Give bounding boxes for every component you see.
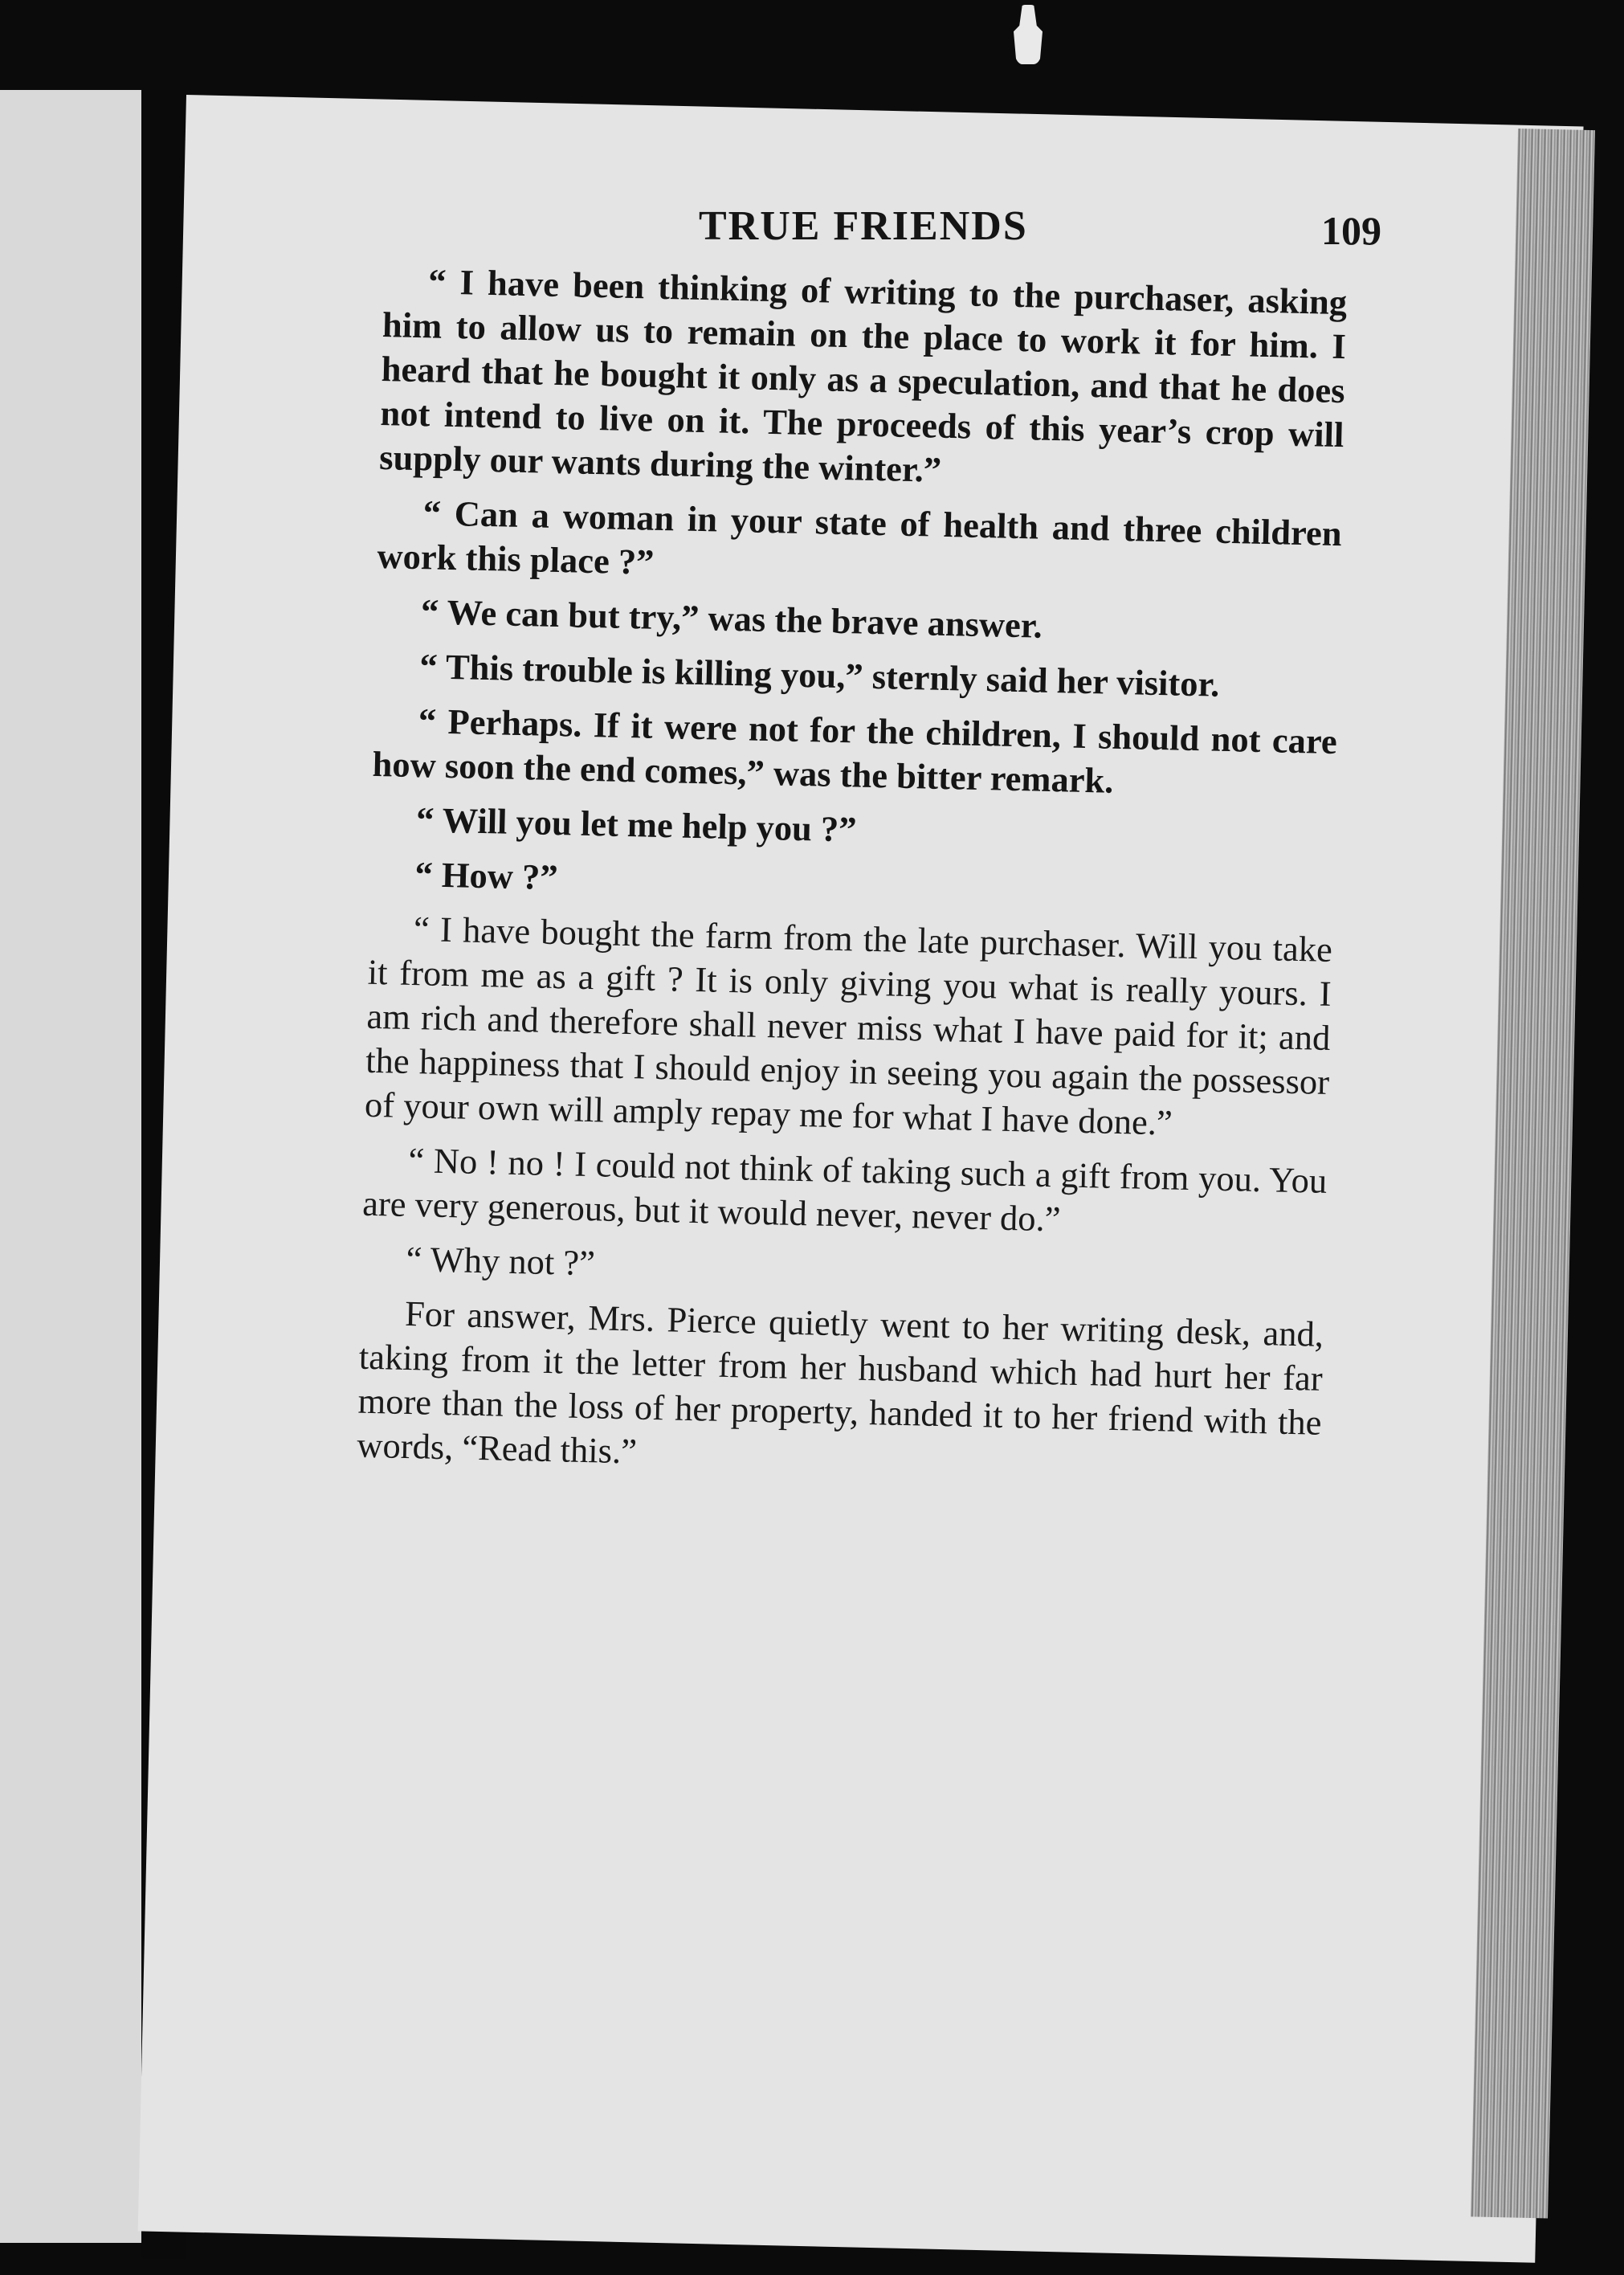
running-head (514, 202, 1381, 267)
paragraph-5: “ Perhaps. If it were not for the children, I should not care how soon the end comes,” was the bitter remark. (372, 700, 1338, 801)
paragraph-3: “ We can but try,” was the brave answer. (420, 591, 1043, 646)
paragraph-7: “ How ?” (414, 854, 559, 898)
paragraph-8: “ I have bought the farm from the late purchaser. Will you take it from me as a gift ? It is only giving you what is really yours. I am rich and therefore shall never miss what I have paid for it; and the happiness that I should enjoy in seeing you again the possessor of your own will amply repay me for what I have done.” (364, 909, 1333, 1143)
running-title: TRUE FRIENDS (699, 203, 1028, 249)
paragraph-9: “ No ! no ! I could not think of taking such a gift from you. You are very generous, but it would never, never do.” (361, 1139, 1328, 1240)
scan-artifact-mark (1014, 5, 1043, 64)
paragraph-2: “ Can a woman in your state of health and three children work this place ?” (377, 492, 1343, 582)
paragraph-11: For answer, Mrs. Pierce quietly went to her writing desk, and, taking from it the letter from her husband which had hurt her far more than the loss of her property, handed it to her friend with the words, “Read this.” (356, 1293, 1324, 1472)
paragraph-4: “ This trouble is killing you,” sternly said her visitor. (418, 646, 1220, 705)
page-number: 109 (1321, 208, 1381, 253)
paragraph-1: “ I have been thinking of writing to the purchaser, asking him to allow us to remain on the place to work it for him. I heard that he bought it only as a speculation, and that he does not intend to live on it. The proceeds of this year’s crop will supply our wants during the winter.” (378, 261, 1348, 490)
body-text (357, 259, 1348, 1500)
paragraph-6: “ Will you let me help you ?” (415, 799, 858, 850)
paragraph-10: “ Why not ?” (406, 1238, 596, 1284)
